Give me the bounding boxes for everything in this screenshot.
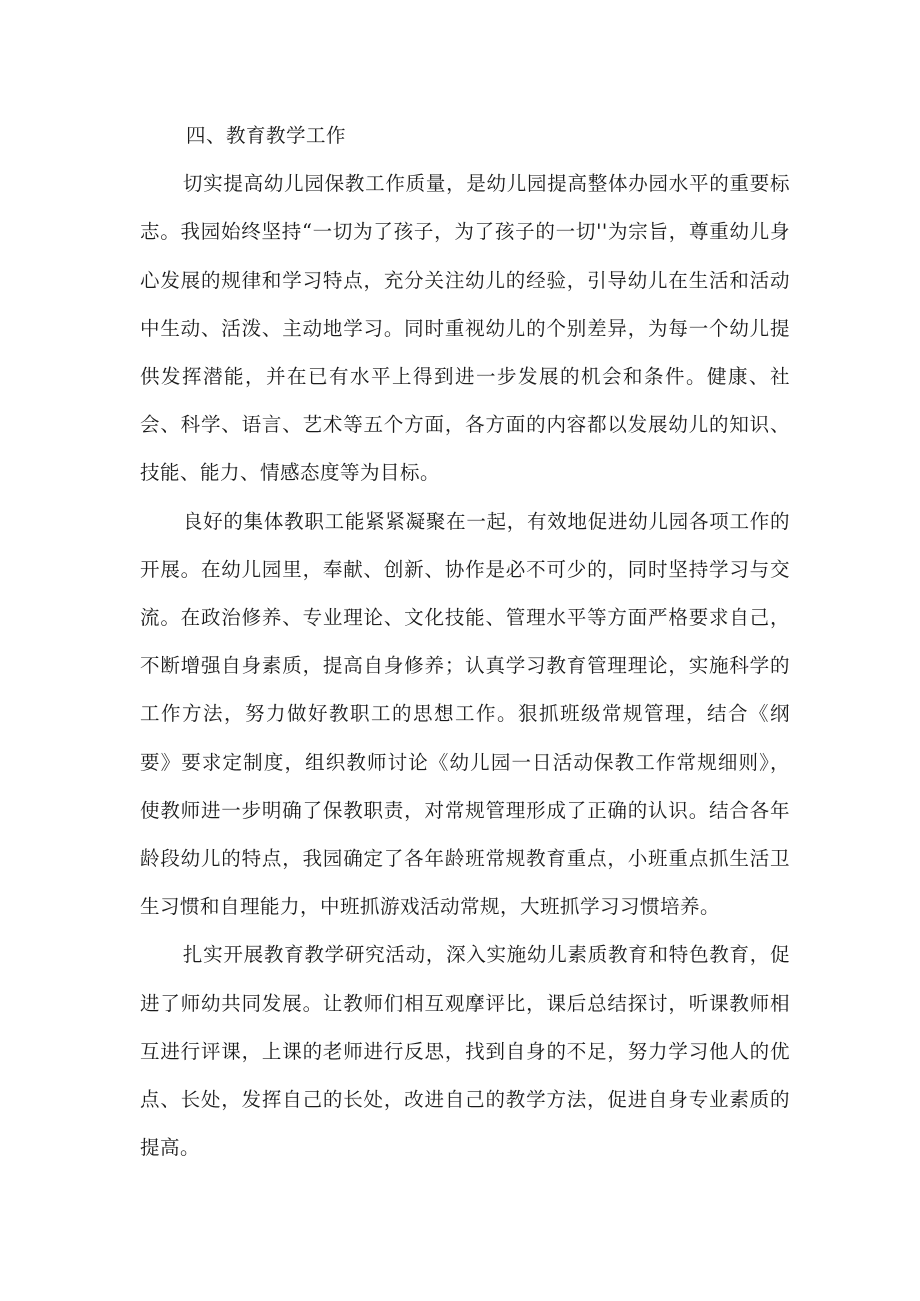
document-body (140, 112, 790, 1172)
paragraph-staff-management: 良好的集体教职工能紧紧凝聚在一起，有效地促进幼儿园各项工作的开展。在幼儿园里，奉献、创新、协作是必不可少的，同时坚持学习与交流。在政治修养、专业理论、文化技能、管理水平等方面严格要求自己，不断增强自身素质，提高自身修养；认真学习教育管理理论，实施科学的工作方法，努力做好教职工的思想工作。狠抓班级常规管理，结合《纲要》要求定制度，组织教师讨论《幼儿园一日活动保教工作常规细则》，使教师进一步明确了保教职责，对常规管理形成了正确的认识。结合各年龄段幼儿的特点，我园确定了各年龄班常规教育重点，小班重点抓生活卫生习惯和自理能力，中班抓游戏活动常规，大班抓学习习惯培养。 (140, 509, 790, 919)
section-heading: 四、教育教学工作 (186, 124, 347, 147)
paragraph-teaching-research: 扎实开展教育教学研究活动，深入实施幼儿素质教育和特色教育，促进了师幼共同发展。让教师们相互观摩评比，课后总结探讨，听课教师相互进行评课，上课的老师进行反思，找到自身的不足，努力学习他人的优点、长处，发挥自己的长处，改进自己的教学方法，促进自身专业素质的提高。 (140, 943, 790, 1160)
paragraph-teaching-quality: 切实提高幼儿园保教工作质量，是幼儿园提高整体办园水平的重要标志。我园始终坚持“一切为了孩子，为了孩子的一切''为宗旨，尊重幼儿身心发展的规律和学习特点，充分关注幼儿的经验，引导幼儿在生活和活动中生动、活泼、主动地学习。同时重视幼儿的个别差异，为每一个幼儿提供发挥潜能，并在已有水平上得到进一步发展的机会和条件。健康、社会、科学、语言、艺术等五个方面，各方面的内容都以发展幼儿的知识、技能、能力、情感态度等为目标。 (140, 172, 790, 485)
